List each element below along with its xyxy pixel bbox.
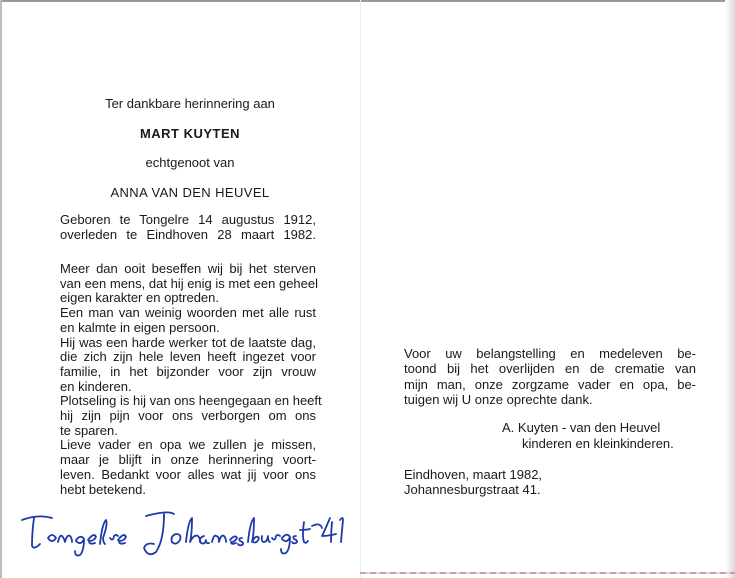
place-date: Eindhoven, maart 1982, — [404, 467, 543, 482]
memorial-line: hij zijn pijn voor ons verborgen om ons — [60, 408, 316, 424]
signatory-family: kinderen en kleinkinderen. — [522, 436, 674, 451]
handwritten-note — [18, 500, 348, 560]
memorial-line: familie, in het bijzonder voor zijn vrouw — [60, 363, 316, 379]
memorial-line: Een man van weinig woorden met alle rust — [60, 305, 316, 321]
card-top-border — [0, 0, 735, 2]
death-line: overleden te Eindhoven 28 maart 1982. — [60, 226, 316, 242]
family-address: Johannesburgstraat 41. — [404, 482, 541, 497]
handwritten-address-drawing — [18, 500, 348, 560]
memorial-line: Lieve vader en opa we zullen je missen, — [60, 437, 316, 453]
memorial-line: Hij was een harde werker tot de laatste dag, — [60, 334, 316, 350]
signatory-name: A. Kuyten - van den Heuvel — [502, 420, 661, 435]
birth-death-dates — [60, 213, 316, 242]
card-right-shadow — [725, 0, 735, 578]
spouse-name: ANNA VAN DEN HEUVEL — [110, 185, 270, 200]
memorial-line: die zich zijn hele leven heeft ingezet voor — [60, 349, 316, 365]
card-bottom-edge — [360, 572, 735, 574]
thanks-text — [404, 346, 696, 407]
thanks-line: Voor uw belangstelling en medeleven be- — [404, 346, 696, 361]
relation-text: echtgenoot van — [145, 155, 235, 170]
memorial-line: van een mens, dat hij enig is met een geheel — [60, 275, 319, 291]
intro-text: Ter dankbare herinnering aan — [105, 96, 275, 111]
deceased-name: MART KUYTEN — [139, 126, 241, 141]
memorial-line: eigen karakter en optreden. — [60, 290, 219, 306]
memorial-line: en kinderen. — [60, 378, 132, 394]
memorial-line: maar je blijft in onze herinnering voort- — [60, 452, 316, 468]
memorial-line: en kalmte in eigen persoon. — [60, 319, 220, 335]
memorial-line: Plotseling is hij van ons heengegaan en heeft — [60, 393, 322, 409]
thanks-line: tuigen wij U onze oprechte dank. — [404, 391, 593, 407]
birth-line: Geboren te Tongelre 14 augustus 1912, — [60, 212, 316, 227]
memorial-line: leven. Bedankt voor alles wat jij voor ons — [60, 466, 316, 482]
card-fold-line — [360, 0, 361, 578]
memorial-line: te sparen. — [60, 422, 118, 438]
memorial-line: Meer dan ooit beseffen wij bij het sterven — [60, 261, 316, 276]
card-left-border — [0, 0, 2, 578]
thanks-line: toond bij het overlijden en de crematie van — [404, 361, 696, 377]
memorial-text — [60, 261, 322, 497]
thanks-line: mijn man, onze zorgzame vader en opa, be- — [404, 376, 696, 392]
memorial-line: hebt betekend. — [60, 481, 147, 497]
